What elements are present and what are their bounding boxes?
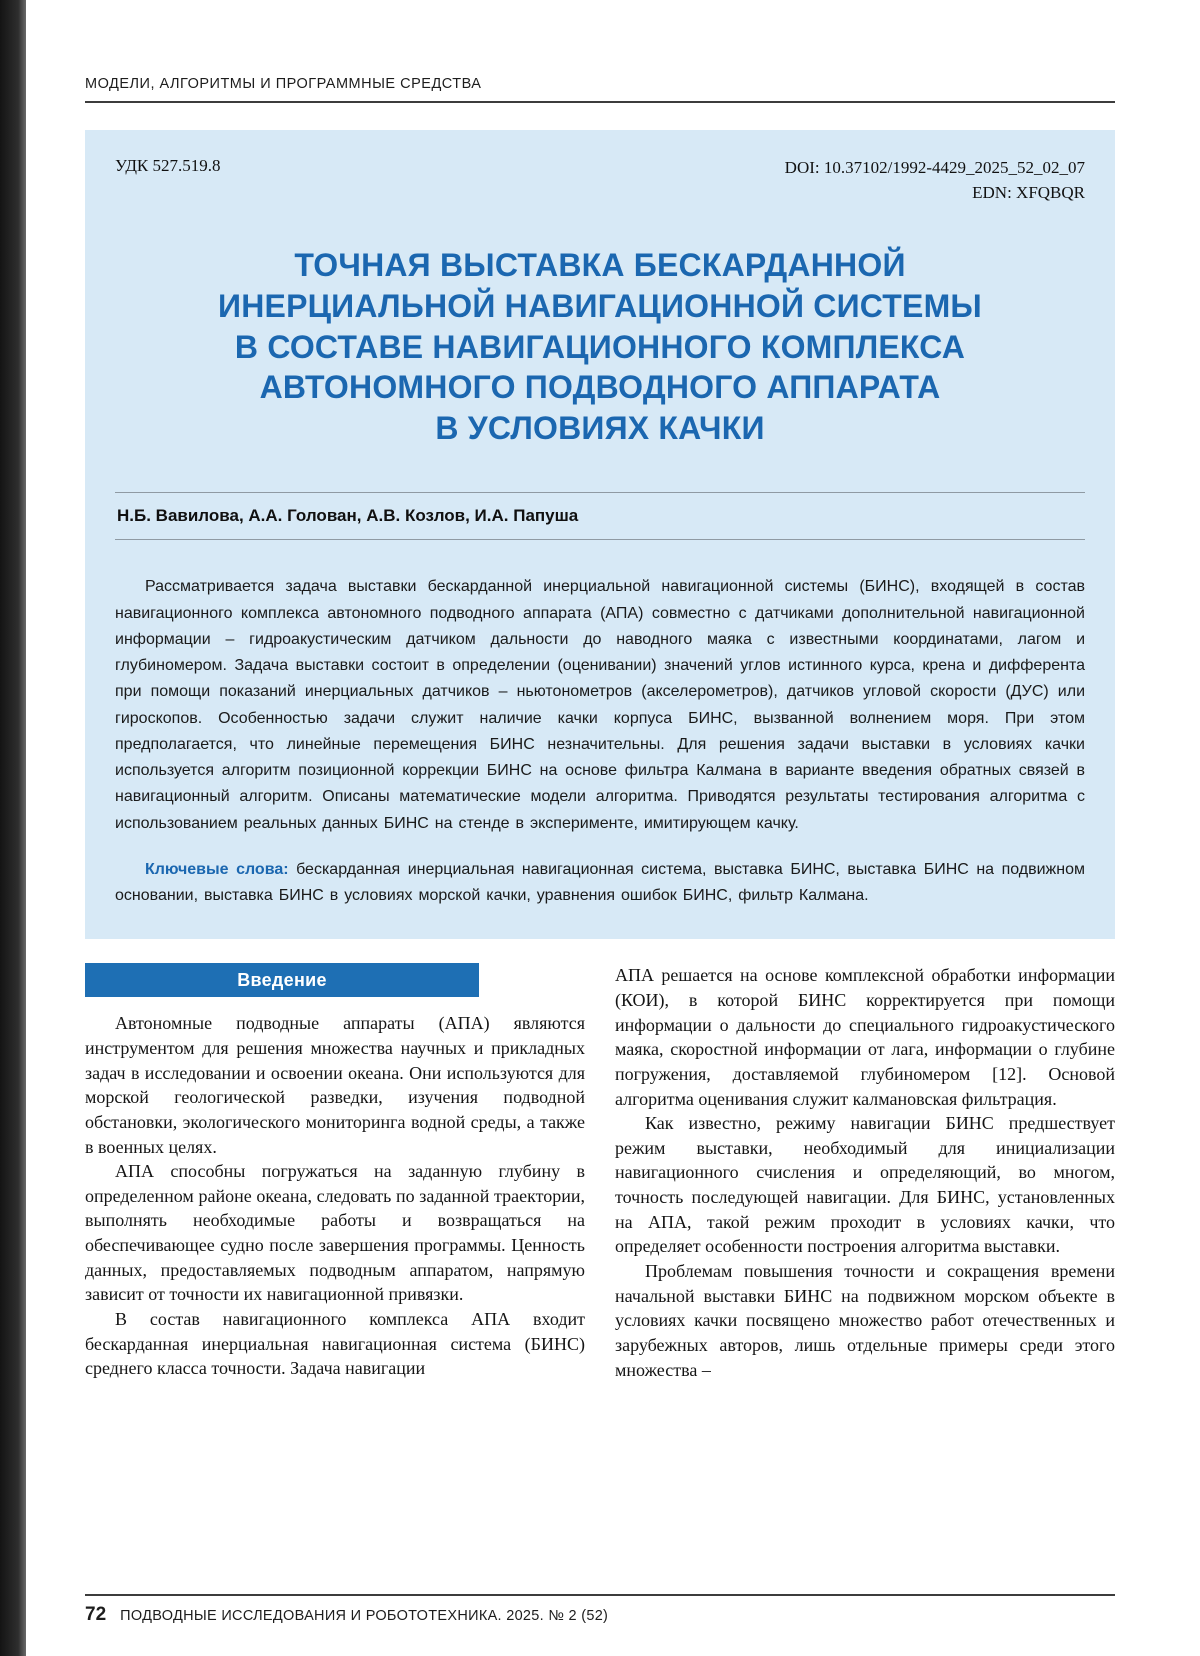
article-title-line: АВТОНОМНОГО ПОДВОДНОГО АППАРАТА [259,369,941,406]
paragraph: Автономные подводные аппараты (АПА) являются инструментом для решения множества научных и прикладных задач в исследовании и освоении океана. Они используются для морской геологической разведки, изучения подводной обстановки, экологического мониторинга водной среды, а также в военных целях. [85,1013,585,1157]
left-column [85,963,585,1382]
article-title-line: ИНЕРЦИАЛЬНОЙ НАВИГАЦИОННОЙ СИСТЕМЫ [218,287,982,324]
section-heading-introduction: Введение [85,963,479,997]
paragraph: АПА решается на основе комплексной обработки информации (КОИ), в которой БИНС корректируется при помощи информации о дальности до специального гидроакустического маяка, скоростной информации от лага, информации о глубине погружения, доставляемой глубиномером [12]. Основой алгоритма оценивания служит калмановская фильтрация. [615,965,1115,1109]
abstract: Рассматривается задача выставки бескарданной инерциальной навигационной системы (БИНС), входящей в состав навигационного комплекса автономного подводного аппарата (АПА) совместно с датчиками дополнительной навигационной информации – гидроакустическим датчиком дальности до наводного маяка с известными координатами, лагом и глубиномером. Задача выставки состоит в определении (оценивании) значений углов истинного курса, крена и дифферента при помощи показаний инерциальных датчиков – ньютонометров (акселерометров), датчиков угловой скорости (ДУС) или гироскопов. Особенностью задачи служит наличие качки корпуса БИНС, вызванной волнением моря. При этом предполагается, что линейные перемещения БИНС незначительны. Для решения задачи выставки в условиях качки используется алгоритм позиционной коррекции БИНС на основе фильтра Калмана в варианте введения обратных связей в навигационный алгоритм. Описаны математические модели алгоритма. Приводятся результаты тестирования алгоритма с использованием реальных данных БИНС на стенде в эксперименте, имитирующем качку. [115,578,1085,832]
article-body-columns [85,963,1115,1382]
running-head: МОДЕЛИ, АЛГОРИТМЫ И ПРОГРАММНЫЕ СРЕДСТВА [85,76,1115,103]
page-footer [85,1594,1115,1626]
edn: EDN: XFQBQR [972,182,1085,202]
article-title-line: ТОЧНАЯ ВЫСТАВКА БЕСКАРДАННОЙ [294,247,906,284]
authors: Н.Б. Вавилова, А.А. Голован, А.В. Козлов, И.А. Папуша [115,492,1085,540]
article-title [115,245,1085,448]
paragraph: Как известно, режиму навигации БИНС предшествует режим выставки, необходимый для инициализации навигационного счисления и определяющий, во многом, точность последующей навигации. Для БИНС, установленных на АПА, такой режим проходит в условиях качки, что определяет особенности построения алгоритма выставки. [615,1113,1115,1257]
scan-edge-shadow [0,0,26,1656]
doi: DOI: 10.37102/1992-4429_2025_52_02_07 [784,158,1085,177]
article-identifiers [785,156,1085,205]
paragraph: В состав навигационного комплекса АПА входит бескарданная инерциальная навигационная система (БИНС) среднего класса точности. Задача навигации [85,1309,585,1379]
paragraph: АПА способны погружаться на заданную глубину в определенном районе океана, следовать по заданной траектории, выполнять необходимые работы и возвращаться на обеспечивающее судно после завершения программы. Ценность данных, предоставляемых подводным аппаратом, напрямую зависит от точности их навигационной привязки. [85,1161,585,1305]
page-content [85,0,1115,1382]
keywords [115,857,1085,909]
article-header-panel [85,130,1115,939]
article-meta-row [115,156,1085,205]
journal-name: ПОДВОДНЫЕ ИССЛЕДОВАНИЯ И РОБОТОТЕХНИКА. 2025. № 2 (52) [120,1608,609,1624]
keywords-label: Ключевые слова: [145,860,289,878]
udc-code: УДК 527.519.8 [115,156,221,175]
article-title-line: В УСЛОВИЯХ КАЧКИ [435,409,765,446]
right-column [615,963,1115,1382]
article-title-line: В СОСТАВЕ НАВИГАЦИОННОГО КОМПЛЕКСА [234,328,966,365]
page-number: 72 [85,1604,107,1625]
paragraph: Проблемам повышения точности и сокращения времени начальной выставки БИНС на подвижном морском объекте в условиях качки посвящено множество работ отечественных и зарубежных авторов, лишь отдельные примеры среди этого множества – [615,1261,1115,1380]
keywords-text: бескарданная инерциальная навигационная система, выставка БИНС, выставка БИНС на подвижном основании, выставка БИНС в условиях морской качки, уравнения ошибок БИНС, фильтр Калмана. [115,860,1085,904]
